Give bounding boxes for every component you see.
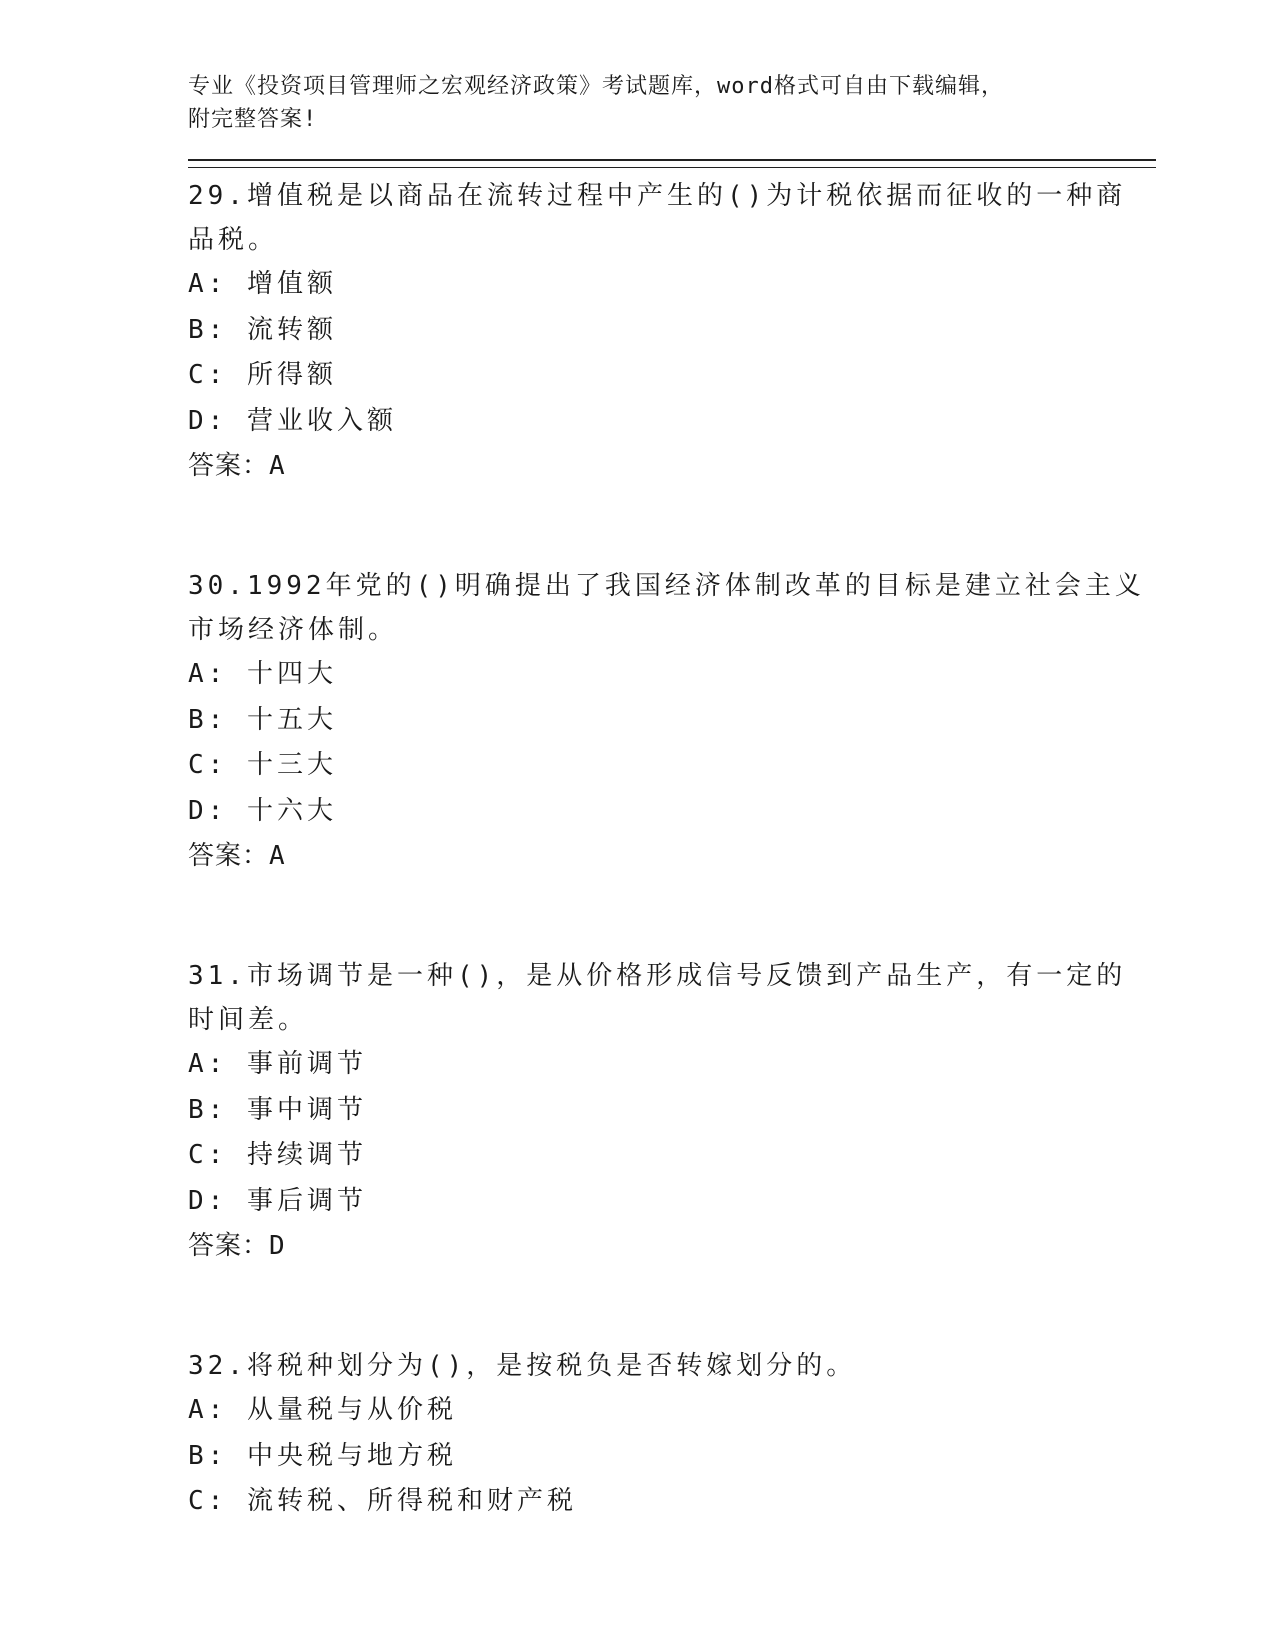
question-spacer xyxy=(188,1268,1148,1344)
option-b: B: 中央税与地方税 xyxy=(188,1440,457,1471)
question-30 xyxy=(188,564,1148,878)
option-a: A: 十四大 xyxy=(188,659,337,689)
answer-label: 答案： xyxy=(188,1231,270,1261)
option-c: C: 持续调节 xyxy=(188,1140,367,1170)
option-b: B: 十五大 xyxy=(188,704,337,735)
answer-label: 答案： xyxy=(188,841,270,871)
question-31 xyxy=(188,954,1148,1268)
question-stem: 31.市场调节是一种()，是从价格形成信号反馈到产品生产，有一定的 xyxy=(188,961,1127,991)
option-d: D: 营业收入额 xyxy=(188,405,397,436)
document-header-line-2: 附完整答案! xyxy=(188,107,318,132)
answer-line xyxy=(188,444,1148,488)
answer-line xyxy=(188,1224,1148,1268)
document-page xyxy=(188,70,1148,1525)
answer-label: 答案： xyxy=(188,451,270,481)
option-c: C: 十三大 xyxy=(188,750,337,780)
question-stem-continued: 市场经济体制。 xyxy=(188,615,399,645)
question-stem: 32.将税种划分为()，是按税负是否转嫁划分的。 xyxy=(188,1351,857,1381)
question-stem: 29.增值税是以商品在流转过程中产生的()为计税依据而征收的一种商 xyxy=(188,181,1127,211)
question-stem-continued: 品税。 xyxy=(188,225,279,255)
option-c: C: 流转税、所得税和财产税 xyxy=(188,1486,577,1516)
option-d: D: 十六大 xyxy=(188,795,337,826)
answer-value: D xyxy=(269,1231,286,1261)
question-spacer xyxy=(188,488,1148,564)
answer-line xyxy=(188,834,1148,878)
question-29 xyxy=(188,174,1148,488)
option-a: A: 增值额 xyxy=(188,269,337,299)
header-double-rule xyxy=(188,159,1156,168)
document-header-line-1: 专业《投资项目管理师之宏观经济政策》考试题库，word格式可自由下载编辑， xyxy=(188,74,1004,99)
question-32 xyxy=(188,1344,1148,1525)
option-a: A: 从量税与从价税 xyxy=(188,1395,457,1425)
option-b: B: 事中调节 xyxy=(188,1094,367,1125)
option-b: B: 流转额 xyxy=(188,314,337,345)
answer-value: A xyxy=(269,841,286,871)
option-a: A: 事前调节 xyxy=(188,1049,367,1079)
question-stem-continued: 时间差。 xyxy=(188,1005,309,1035)
option-d: D: 事后调节 xyxy=(188,1185,367,1216)
option-c: C: 所得额 xyxy=(188,360,337,390)
question-stem: 30.1992年党的()明确提出了我国经济体制改革的目标是建立社会主义 xyxy=(188,571,1145,601)
answer-value: A xyxy=(269,451,286,481)
question-spacer xyxy=(188,878,1148,954)
